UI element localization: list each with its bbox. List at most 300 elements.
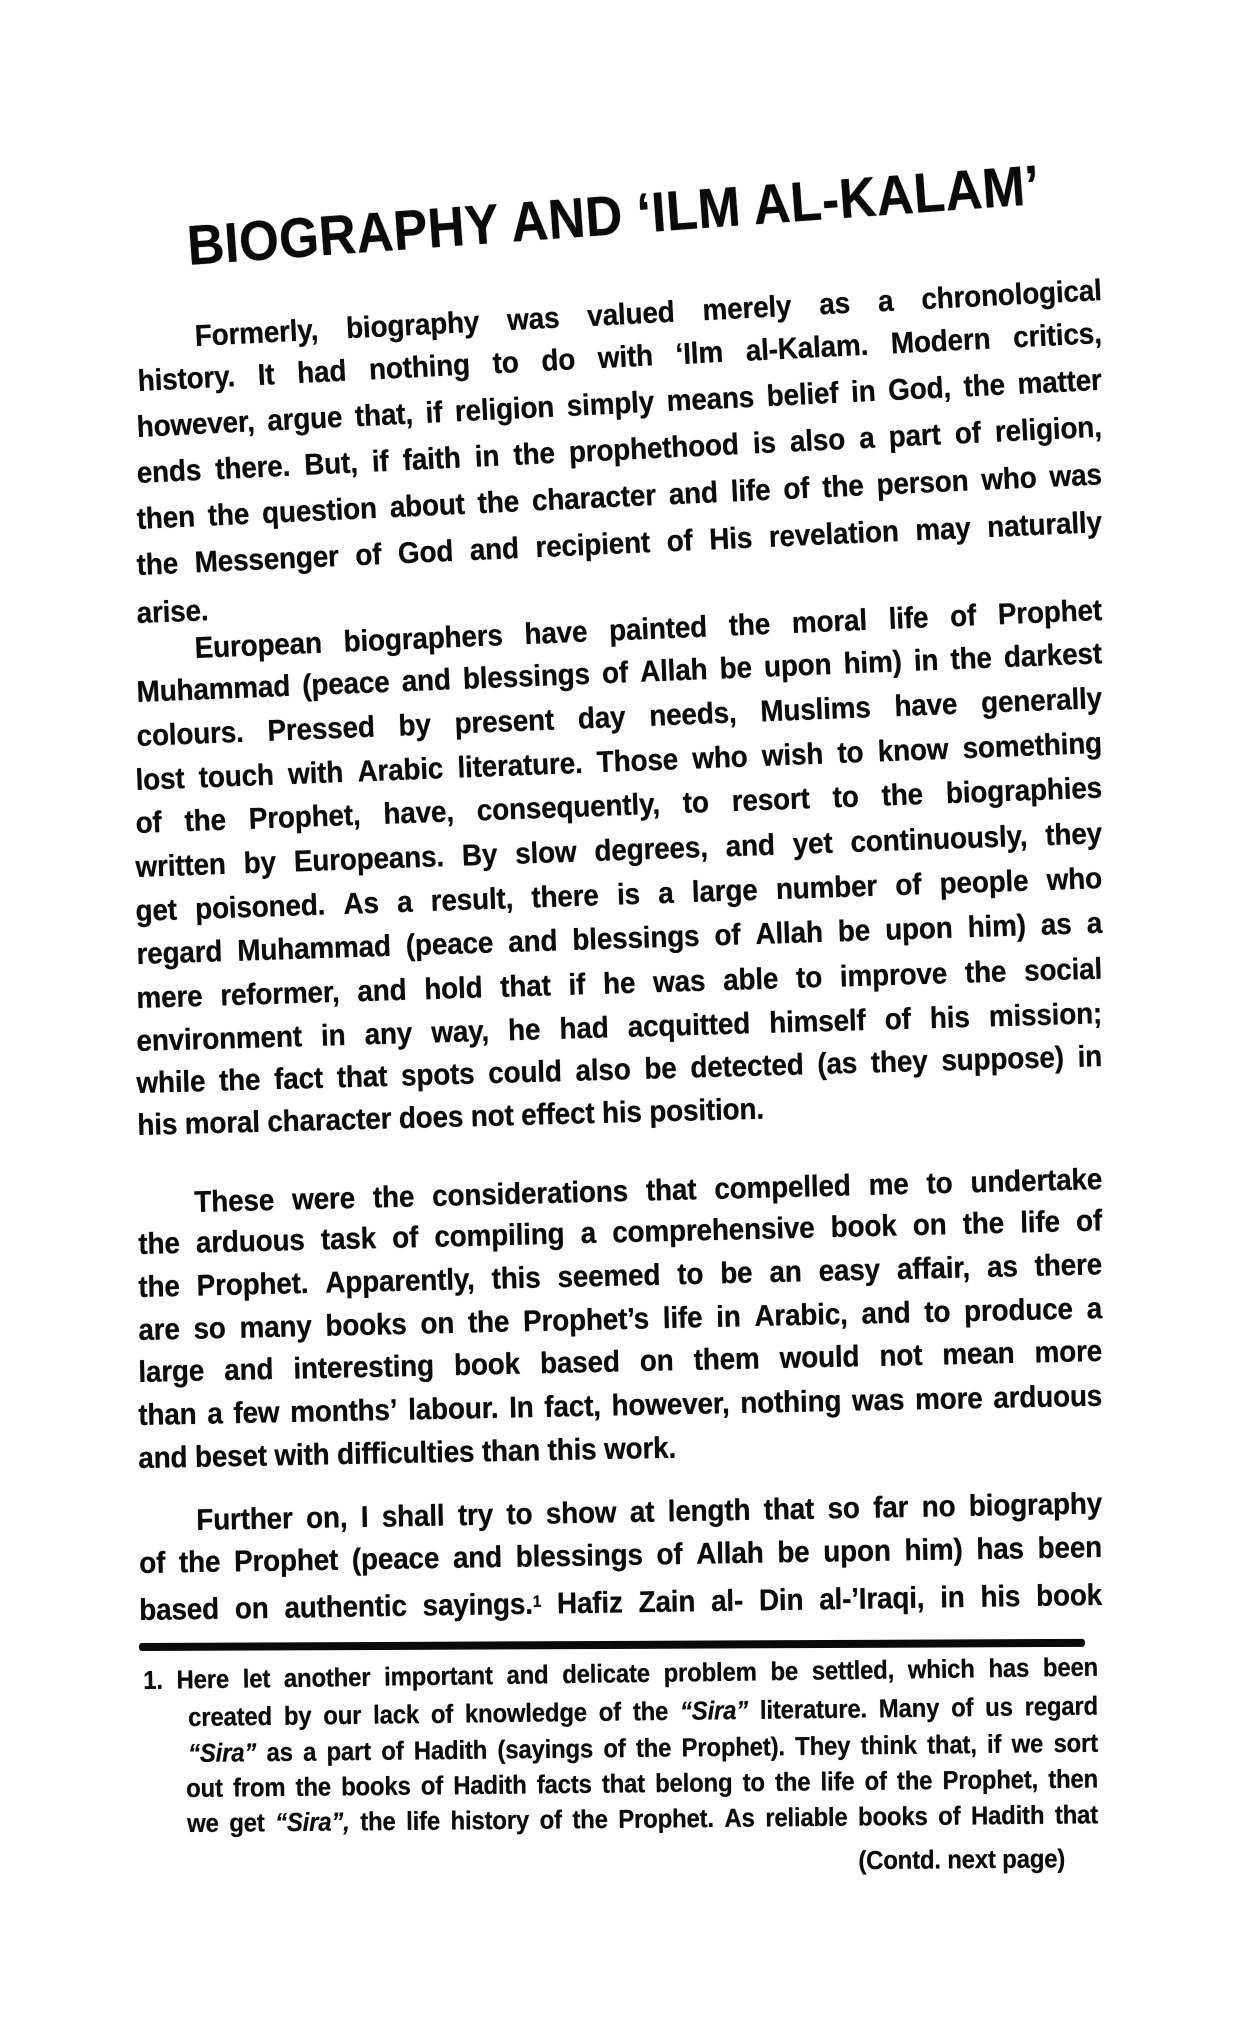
word: months’ [289,1393,398,1429]
word: us [984,1691,1013,1722]
word: the [218,1063,261,1098]
word: have [893,687,958,724]
word: generally [980,682,1103,720]
word: the [138,1270,181,1304]
word: darkest [1003,637,1103,675]
word: there [530,879,600,915]
word: compiling [433,1217,565,1254]
word: Muhammad [136,669,291,709]
word: Hadith [453,1769,527,1801]
word: then [1048,1763,1099,1794]
word: at [629,1495,655,1530]
word: a [858,421,876,456]
word: of [950,1692,974,1723]
word: we [186,1807,219,1838]
word: in [939,1581,965,1615]
word: a [1086,906,1103,941]
body-text-line [139,1531,1102,1581]
word: and [223,1353,274,1388]
word: does [398,1100,464,1136]
word: Prophet [233,1543,339,1579]
word: of [782,471,811,507]
word: has [988,1652,1030,1684]
word: a [580,1216,597,1251]
word: than [481,1434,541,1469]
word: who [980,461,1038,497]
word: Prophet’s [522,1302,650,1339]
word: far [872,1490,909,1525]
word: revelation [768,515,900,554]
word: Arabic [356,752,444,789]
word: blessings [515,1538,644,1574]
word: the [178,1545,221,1580]
word: his [601,1095,643,1130]
word: moral [184,1105,261,1141]
word: them [693,1342,760,1377]
word: as [818,286,851,322]
word: beset [194,1439,268,1474]
word: wish [761,737,824,773]
word: in [1077,1040,1103,1074]
word: the [207,497,250,533]
word: as [986,1250,1019,1284]
word: biography [968,1487,1103,1523]
word: ends [136,453,202,490]
word: himself [768,1003,867,1040]
word: and [861,1296,911,1331]
word: In [508,1391,534,1425]
word: moral [791,603,868,640]
word: this [491,1261,541,1296]
body-text-line [138,1380,1102,1434]
word: (peace [301,665,391,703]
word: They [795,1730,851,1762]
word: not [879,1338,923,1373]
word: have, [382,795,455,831]
word: the [728,607,771,643]
word: poisoned. [194,888,326,926]
word: who [1046,862,1103,897]
word: comprehensive [611,1211,815,1250]
body-text-line [136,594,209,631]
word: effect [520,1097,595,1132]
word: the [138,1226,181,1261]
word: on, [305,1501,348,1535]
word: Din [758,1583,804,1618]
word: would [779,1340,860,1375]
word: history. [137,360,236,398]
word: produce [963,1292,1074,1329]
word: part [326,1735,372,1767]
word: that [1054,1799,1099,1830]
word: on [639,1344,674,1379]
word: suppose) [940,1041,1065,1078]
word: position. [648,1092,765,1129]
word: detected [689,1048,805,1085]
word: European [194,626,323,665]
footnote-line [188,1692,1098,1733]
word: Hadith [413,1734,488,1766]
word: affair, [896,1251,971,1287]
word: continuously, [849,819,1028,860]
word: are [138,1313,181,1347]
word: of [953,416,982,451]
word: his [980,1580,1021,1614]
word: of [381,1735,404,1766]
word: of [949,599,977,634]
word: him) [842,645,903,681]
word: of [938,1800,961,1831]
word: nothing [739,1384,842,1420]
word: Prophet [997,593,1103,632]
word: of [713,918,741,953]
word: on [420,1306,455,1341]
word: created [187,1700,273,1732]
word: compelled [713,1169,852,1206]
footnote-reference-marker: 1 [532,1592,542,1611]
word: the [476,485,520,521]
word: the [881,778,924,813]
word: not [470,1099,515,1134]
word: literature. [759,1693,868,1725]
word: get [229,1807,265,1838]
word: the [896,1765,933,1796]
word: mere [136,979,203,1015]
word: have [523,615,588,652]
word: and [469,531,520,568]
word: in [913,643,939,678]
word: while [136,1065,206,1100]
word: there [1034,1248,1103,1283]
footnote-contd [188,1844,1065,1882]
word: work. [603,1431,677,1467]
word: recipient [534,526,651,565]
word: be [718,651,753,686]
word: biographers [342,619,504,659]
word: shall [381,1499,445,1534]
word: Here [176,1663,230,1695]
word: mission; [988,997,1103,1034]
body-text-line [137,1093,764,1144]
word: they [1044,817,1103,853]
word: God [397,534,454,571]
word: 1. [142,1664,163,1695]
word: written [135,847,227,884]
word: naturally [986,506,1103,545]
word: character [266,1102,392,1139]
word: no [921,1490,956,1524]
word: argue [266,400,344,438]
footnote-line [186,1764,1098,1803]
word: facts [536,1768,592,1800]
word: think [860,1729,917,1761]
word: which [907,1653,975,1685]
word: book [453,1347,521,1383]
word: part [887,418,942,454]
body-text-line [139,1579,1102,1629]
word: and [356,973,407,1009]
word: and [507,924,558,959]
word: authentic [284,1589,408,1625]
word: of [894,868,922,903]
word: of [139,1546,166,1580]
word: painted [608,610,708,648]
word: hold [423,971,483,1007]
word: let [242,1663,271,1694]
word: belief [765,376,840,414]
word: from [232,1771,286,1803]
word: to [506,1497,533,1532]
word: knowledge [464,1696,588,1729]
word: our [323,1699,362,1731]
word: we [1011,1728,1044,1759]
word: been [1037,1531,1103,1566]
word: is [752,426,777,461]
word: a [1086,1292,1103,1326]
word: considerations [431,1175,629,1213]
word: Modern [890,322,992,361]
word: Further [196,1502,293,1537]
word: nothing [368,348,471,387]
word: fact, [544,1389,602,1424]
word: a [302,1736,317,1767]
word: question [261,491,378,531]
word: It [256,358,276,392]
word: and [725,828,776,864]
word: resort [731,782,811,819]
word: blessings [571,919,700,957]
word: to [682,785,710,820]
word: the [632,1695,669,1727]
word: been [1042,1651,1099,1683]
word: about [389,487,466,525]
word: upon [763,648,833,684]
word: God, [887,371,952,408]
word: that, [354,397,414,434]
word: important [383,1660,493,1692]
word: day [577,700,627,736]
word: and [506,1659,549,1690]
word: that [499,969,552,1004]
word: and [138,1441,188,1475]
word: book [1035,1578,1103,1613]
word: needs, [648,696,738,733]
word: Apparently, [324,1263,476,1300]
word: and [401,663,452,699]
word: to [742,1766,765,1798]
word: of [665,524,694,559]
word: (peace [351,1542,440,1577]
word: then [136,500,196,536]
word: person [875,464,970,502]
word: could [487,1055,563,1091]
body-text-line [196,1487,1102,1538]
word: arduous [992,1379,1103,1415]
word: the [572,1803,608,1835]
word: few [233,1396,280,1431]
word: consequently, [476,787,661,828]
word: spots [400,1057,475,1093]
word: do [540,343,576,378]
word: as [266,1736,293,1768]
word: These [194,1183,275,1219]
word: of [354,538,382,573]
word: the [962,368,1006,404]
word: religion, [994,410,1103,449]
word: if [568,968,586,1002]
word: as [1040,907,1073,942]
word: had [559,1011,610,1046]
page-title: BIOGRAPHY AND ‘ILM AL-KALAM’ [185,152,1042,277]
word: and [452,1540,503,1575]
word: way, [430,1014,490,1050]
word: he [507,1013,541,1048]
word: matter [1016,363,1103,401]
word: easy [818,1253,881,1288]
word: has [976,1532,1025,1567]
word: By [461,838,498,873]
word: of [135,806,163,840]
word: belong [654,1767,733,1799]
word: him) [967,909,1027,945]
footnote-line [143,1653,1098,1696]
word: (sayings [497,1733,594,1765]
word: of [603,1733,626,1764]
word: the [295,1771,332,1802]
word: critics, [1012,317,1103,355]
word: if [424,396,444,430]
word: As [342,886,380,921]
word: to [676,1257,704,1292]
word: biography [345,305,480,346]
word: Muhammad [236,929,392,968]
word: by [283,1700,312,1731]
word: him) [904,1533,963,1568]
word: that [336,1059,388,1095]
word: of [598,1696,622,1727]
word: delicate [562,1657,651,1690]
word: Allah [639,653,709,689]
word: by [397,708,432,743]
word: was [506,301,561,338]
word: that [645,1173,697,1208]
word: the [360,1805,396,1837]
word: life [662,1301,703,1336]
word: there. [214,449,291,487]
word: be [777,1535,810,1570]
italic-word: “Sira”, [275,1806,350,1838]
word: improve [839,957,948,994]
word: also [575,1053,632,1088]
italic-word: “Sira” [187,1737,257,1768]
word: his [137,1107,178,1142]
word: life [1019,1205,1061,1240]
word: with [274,1438,330,1473]
word: he [602,966,636,1001]
footnote-line [187,1800,1098,1839]
word: means [665,380,755,419]
word: in [850,374,877,410]
word: and [668,476,719,512]
word: the [774,1766,811,1797]
word: al- [710,1584,744,1619]
word: life [888,601,929,636]
word: life [730,473,772,509]
word: in [715,1300,741,1334]
word: the [635,1732,672,1763]
word: social [1023,952,1103,988]
word: by [243,846,277,881]
word: of [420,1770,444,1801]
word: Allah [754,915,824,951]
word: touch [198,758,275,795]
word: upon [822,1534,891,1569]
word: try [457,1498,494,1533]
word: any [364,1017,413,1052]
word: who [691,740,749,776]
word: Formerly, [194,313,319,353]
word: degrees, [593,831,709,868]
word: Prophet, [248,798,362,836]
word: if [986,1728,1002,1759]
word: they [870,1044,928,1080]
word: labour. [407,1391,499,1427]
word: more [1034,1334,1103,1370]
word: book [830,1209,897,1245]
word: history [450,1804,530,1836]
word: know [877,732,949,769]
word: of [430,1698,454,1729]
word: of [601,656,629,691]
footnote-line [188,1729,1098,1769]
word: with [287,756,344,792]
word: undertake [970,1163,1103,1200]
word: al-Kalam. [744,328,869,368]
word: people [939,864,1029,901]
word: had [296,354,348,391]
word: Prophet. [618,1802,714,1834]
word: was [1048,458,1103,494]
word: Hafiz [556,1586,623,1621]
word: of [539,1804,562,1835]
word: on [234,1591,269,1626]
word: the [183,803,227,839]
word: yet [792,826,834,862]
word: faith [401,441,462,478]
body-text-line [138,1432,676,1477]
word: result, [430,882,514,918]
word: of [656,1537,683,1572]
word: Arabic, [754,1297,849,1334]
word: the [964,955,1007,990]
word: (as [816,1046,858,1081]
word: His [708,521,753,557]
italic-word: “Sira” [679,1694,749,1726]
word: if [371,444,390,479]
word: acquitted [627,1007,751,1044]
word: to [832,780,860,815]
word: the [962,1206,1005,1241]
word: length [667,1493,751,1529]
word: reliable [765,1801,848,1833]
word: to [836,736,865,771]
word: number [775,869,878,907]
word: in [320,1018,346,1053]
word: regard [1024,1690,1099,1722]
word: books [857,1800,928,1832]
word: be [837,914,871,949]
word: based [539,1345,621,1381]
